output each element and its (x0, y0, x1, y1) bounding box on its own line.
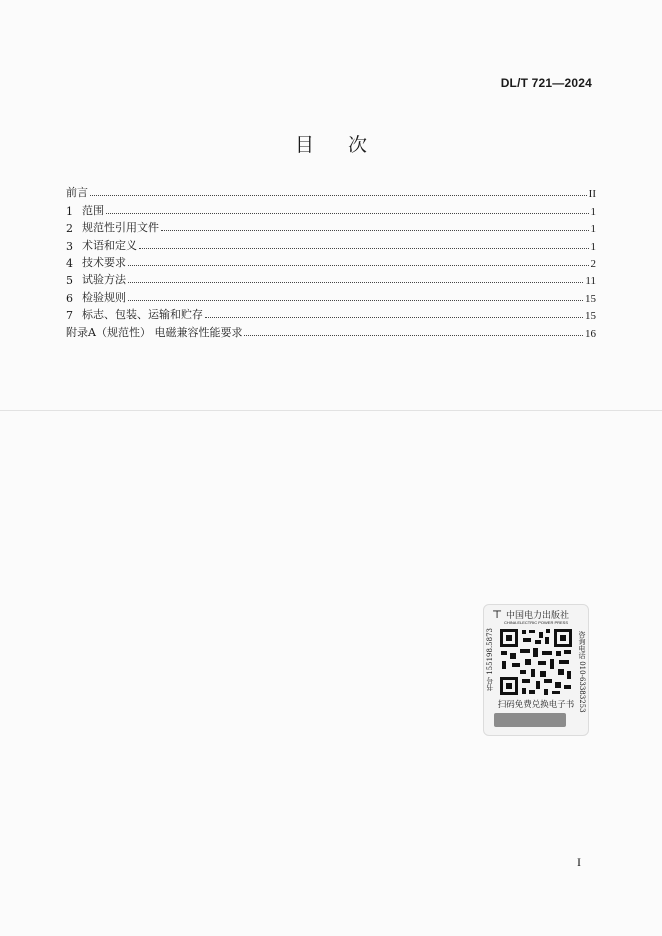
ebook-sticker (483, 604, 589, 736)
scan-divider (0, 410, 662, 411)
toc-entry[interactable] (66, 305, 596, 322)
toc-label: 试验方法 (82, 273, 126, 287)
table-of-contents (66, 183, 596, 340)
toc-entry[interactable] (66, 235, 596, 252)
toc-page: 1 (590, 240, 596, 253)
toc-leader (128, 282, 583, 283)
toc-number: 5 (66, 274, 73, 288)
toc-label: 技术要求 (82, 255, 126, 269)
toc-leader (128, 265, 589, 266)
document-code: DL/T 721—2024 (500, 76, 592, 90)
toc-leader (205, 317, 583, 318)
publisher-logo-icon: ⊤ (492, 608, 503, 621)
toc-page: 15 (585, 310, 596, 323)
toc-label: 标志、包装、运输和贮存 (82, 308, 203, 322)
publisher-english-name: CHINA ELECTRIC POWER PRESS (504, 620, 569, 625)
toc-page: 11 (585, 275, 596, 288)
toc-leader (161, 230, 589, 231)
toc-entry[interactable] (66, 322, 596, 339)
toc-page: 1 (590, 205, 596, 218)
toc-label: 规范性引用文件 (82, 221, 159, 235)
page-number: I (577, 855, 581, 869)
toc-entry[interactable] (66, 183, 596, 200)
isbn-text: 书号 155198.5873 (486, 628, 494, 691)
toc-leader (128, 300, 583, 301)
toc-number: 4 (66, 256, 73, 270)
toc-page: 2 (590, 257, 596, 270)
toc-leader (244, 335, 583, 336)
toc-entry[interactable] (66, 287, 596, 304)
toc-page: 16 (585, 327, 596, 340)
toc-page: II (588, 188, 596, 201)
toc-label: 附录A（规范性） 电磁兼容性能要求 (66, 325, 243, 339)
toc-leader (90, 195, 587, 196)
toc-entry[interactable] (66, 218, 596, 235)
toc-number: 1 (66, 204, 73, 218)
toc-leader (106, 213, 589, 214)
toc-label: 前言 (66, 186, 88, 200)
toc-entry[interactable] (66, 200, 596, 217)
hotline-text: 咨询电话 010-63383253 (578, 631, 586, 713)
toc-label: 范围 (82, 203, 104, 217)
toc-number: 3 (66, 239, 73, 253)
scratch-code-area[interactable] (494, 713, 566, 727)
publisher-name: 中国电力出版社 (506, 611, 570, 621)
toc-leader (139, 248, 589, 249)
scan-instruction: 扫码免费兑换电子书 (497, 700, 575, 710)
toc-label: 术语和定义 (82, 238, 137, 252)
toc-label: 检验规则 (82, 290, 126, 304)
toc-number: 6 (66, 291, 73, 305)
toc-entry[interactable] (66, 270, 596, 287)
page-title: 目次 (294, 134, 401, 156)
toc-number: 2 (66, 222, 73, 236)
qr-code-icon[interactable] (498, 627, 574, 697)
toc-number: 7 (66, 309, 73, 323)
toc-page: 1 (590, 223, 596, 236)
toc-entry[interactable] (66, 253, 596, 270)
toc-page: 15 (585, 292, 596, 305)
